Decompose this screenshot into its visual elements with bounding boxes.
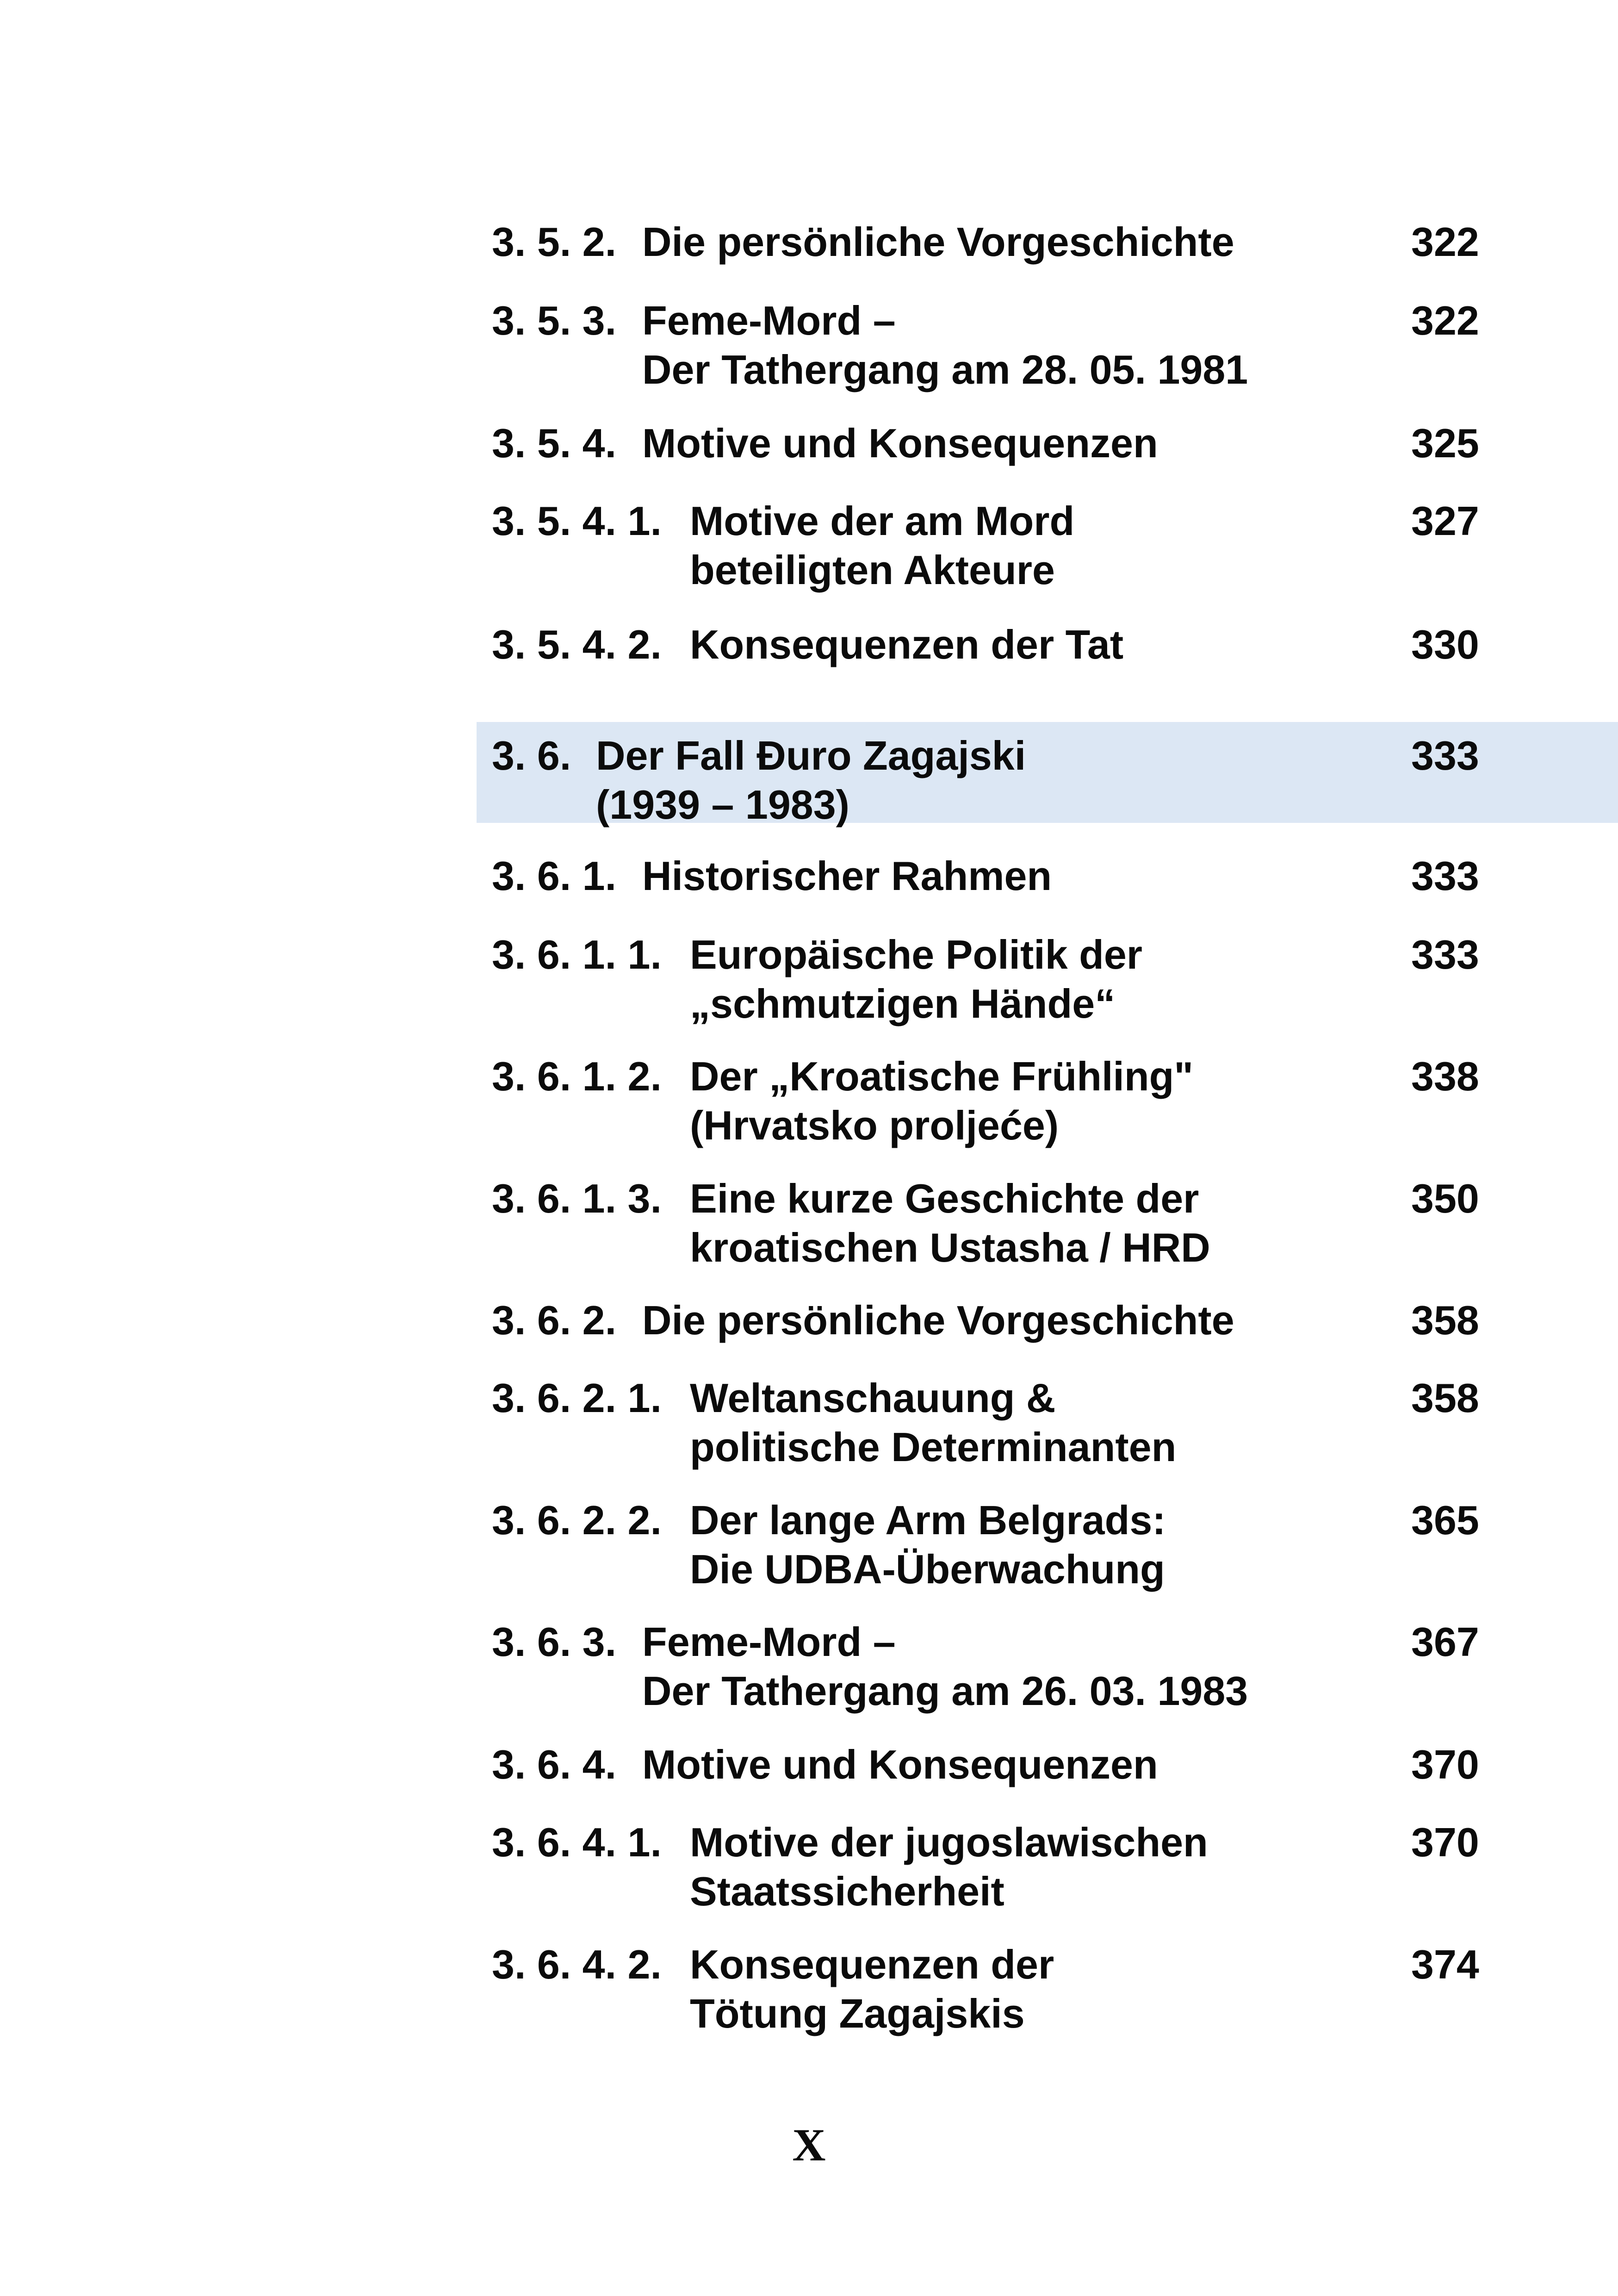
toc-entry-page: 333 bbox=[1411, 932, 1479, 977]
toc-entry-number: 3. 6. bbox=[492, 733, 571, 778]
toc-entry-number: 3. 6. 1. bbox=[492, 853, 617, 899]
toc-entry-page: 327 bbox=[1411, 498, 1479, 544]
toc-entry-number: 3. 6. 2. bbox=[492, 1297, 617, 1343]
page-number: X bbox=[792, 2119, 826, 2171]
toc-entry-title: Motive und Konsequenzen bbox=[642, 420, 1158, 466]
toc-entry-page: 367 bbox=[1411, 1619, 1479, 1665]
toc-entry-page: 338 bbox=[1411, 1053, 1479, 1099]
toc-entry-page: 374 bbox=[1411, 1941, 1479, 1987]
toc-entry-title: Der Fall Đuro Zagajski (1939 – 1983) bbox=[596, 733, 1026, 828]
toc-entry-number: 3. 5. 4. bbox=[492, 420, 617, 466]
toc-entry-title: Feme-Mord – Der Tathergang am 26. 03. 1983 bbox=[642, 1619, 1248, 1714]
toc-entry-number: 3. 6. 3. bbox=[492, 1619, 617, 1665]
toc-entry-title: Der lange Arm Belgrads: Die UDBA-Überwachung bbox=[690, 1497, 1166, 1592]
toc-entry-page: 330 bbox=[1411, 622, 1479, 667]
toc-entry-number: 3. 5. 3. bbox=[492, 298, 617, 343]
toc-entry-page: 370 bbox=[1411, 1742, 1479, 1787]
toc-entry-title: Konsequenzen der Tat bbox=[690, 622, 1124, 667]
toc-entry-title: Motive und Konsequenzen bbox=[642, 1742, 1158, 1787]
toc-entry-number: 3. 6. 1. 1. bbox=[492, 932, 662, 977]
toc-entry-number: 3. 6. 1. 3. bbox=[492, 1176, 662, 1221]
toc-entry-number: 3. 6. 1. 2. bbox=[492, 1053, 662, 1099]
toc-entry-page: 322 bbox=[1411, 298, 1479, 343]
toc-entry-page: 322 bbox=[1411, 219, 1479, 265]
toc-entry-page: 325 bbox=[1411, 420, 1479, 466]
toc-entry-page: 365 bbox=[1411, 1497, 1479, 1543]
toc-entry-number: 3. 6. 2. 1. bbox=[492, 1375, 662, 1421]
toc-entry-page: 333 bbox=[1411, 733, 1479, 778]
toc-entry-title: Historischer Rahmen bbox=[642, 853, 1052, 899]
toc-entry-number: 3. 6. 2. 2. bbox=[492, 1497, 662, 1543]
toc-entry-number: 3. 6. 4. 2. bbox=[492, 1941, 662, 1987]
toc-entry-title: Die persönliche Vorgeschichte bbox=[642, 1297, 1234, 1343]
toc-entry-number: 3. 5. 4. 1. bbox=[492, 498, 662, 544]
toc-entry-page: 358 bbox=[1411, 1297, 1479, 1343]
toc-entry-title: Motive der am Mord beteiligten Akteure bbox=[690, 498, 1075, 593]
toc-entry-title: Der „Kroatische Frühling" (Hrvatsko proljeće) bbox=[690, 1053, 1194, 1148]
toc-entry-page: 370 bbox=[1411, 1819, 1479, 1865]
toc-entry-page: 358 bbox=[1411, 1375, 1479, 1421]
toc-entry-number: 3. 5. 4. 2. bbox=[492, 622, 662, 667]
toc-entry-page: 333 bbox=[1411, 853, 1479, 899]
toc-entry-number: 3. 6. 4. 1. bbox=[492, 1819, 662, 1865]
toc-entry-title: Die persönliche Vorgeschichte bbox=[642, 219, 1234, 265]
toc-entry-number: 3. 5. 2. bbox=[492, 219, 617, 265]
toc-entry-number: 3. 6. 4. bbox=[492, 1742, 617, 1787]
toc-entry-title: Konsequenzen der Tötung Zagajskis bbox=[690, 1941, 1054, 2036]
toc-entry-title: Eine kurze Geschichte der kroatischen Ustasha / HRD bbox=[690, 1176, 1210, 1270]
toc-entry-title: Feme-Mord – Der Tathergang am 28. 05. 1981 bbox=[642, 298, 1248, 392]
toc-entry-title: Motive der jugoslawischen Staatssicherheit bbox=[690, 1819, 1208, 1914]
toc-entry-title: Europäische Politik der „schmutzigen Hände“ bbox=[690, 932, 1143, 1027]
toc-entry-page: 350 bbox=[1411, 1176, 1479, 1221]
toc-entry-title: Weltanschauung & politische Determinanten bbox=[690, 1375, 1177, 1470]
